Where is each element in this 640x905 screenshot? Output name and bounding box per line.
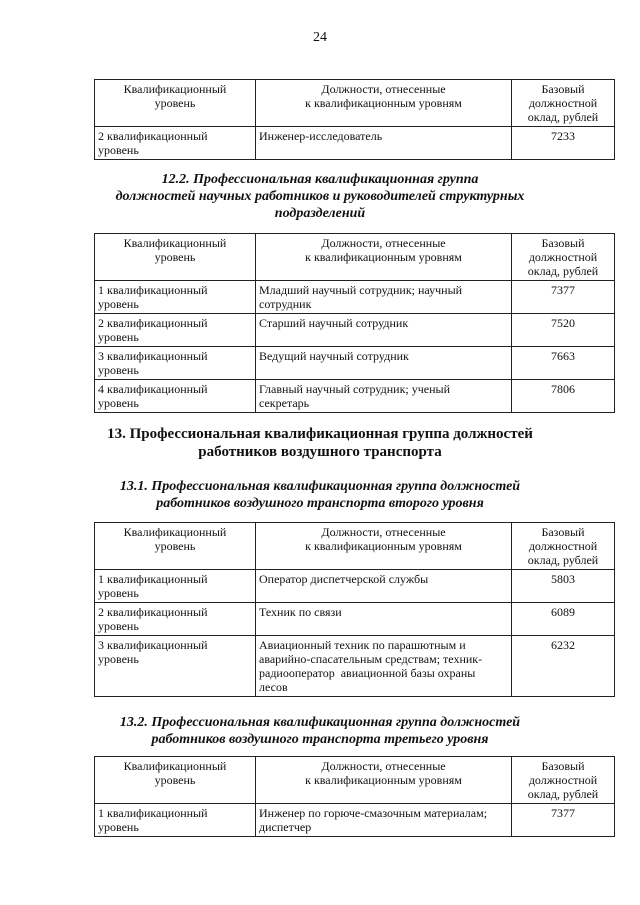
section-title-13-2: 13.2. Профессиональная квалификационная группа должностей работников воздушного транспорта третьего уровня [119,715,521,747]
salary-cell: 5803 [512,570,615,603]
position-cell: Техник по связи [256,603,512,636]
qualification-table [94,79,615,160]
salary-cell: 6232 [512,636,615,697]
table-header-row [95,234,615,281]
table-row [95,570,615,603]
salary-cell: 7806 [512,380,615,413]
salary-cell: 7377 [512,281,615,314]
position-cell: Главный научный сотрудник; ученый секретарь [256,380,512,413]
header-salary: Базовый должностной оклад, рублей [512,523,615,570]
salary-cell: 7663 [512,347,615,380]
position-cell: Младший научный сотрудник; научный сотрудник [256,281,512,314]
table-header-row [95,80,615,127]
level-cell: 3 квалификационный уровень [95,347,256,380]
position-cell: Оператор диспетчерской службы [256,570,512,603]
level-cell: 3 квалификационный уровень [95,636,256,697]
position-cell: Старший научный сотрудник [256,314,512,347]
header-positions: Должности, отнесенные к квалификационным уровням [256,523,512,570]
level-cell: 1 квалификационный уровень [95,570,256,603]
position-cell: Инженер по горюче-смазочным материалам; диспетчер [256,804,512,837]
level-cell: 1 квалификационный уровень [95,281,256,314]
header-level: Квалификационный уровень [95,757,256,804]
section-title-12-2: 12.2. Профессиональная квалификационная группа должностей научных работников и руководителей структурных подразделений [115,172,525,221]
header-positions: Должности, отнесенные к квалификационным уровням [256,757,512,804]
level-cell: 2 квалификационный уровень [95,314,256,347]
table-header-row [95,523,615,570]
salary-cell: 7233 [512,127,615,160]
header-positions: Должности, отнесенные к квалификационным уровням [256,80,512,127]
level-cell: 1 квалификационный уровень [95,804,256,837]
header-salary: Базовый должностной оклад, рублей [512,757,615,804]
position-cell: Авиационный техник по парашютным и аварийно-спасательным средствам; техник- радиооператор авиационной базы охраны лесов [256,636,512,697]
qualification-table [94,756,615,837]
position-cell: Инженер-исследователь [256,127,512,160]
table-row [95,127,615,160]
level-cell: 2 квалификационный уровень [95,603,256,636]
salary-cell: 7377 [512,804,615,837]
table-row [95,281,615,314]
salary-cell: 7520 [512,314,615,347]
table-row [95,380,615,413]
header-salary: Базовый должностной оклад, рублей [512,234,615,281]
salary-cell: 6089 [512,603,615,636]
header-level: Квалификационный уровень [95,80,256,127]
level-cell: 2 квалификационный уровень [95,127,256,160]
header-salary: Базовый должностной оклад, рублей [512,80,615,127]
header-positions: Должности, отнесенные к квалификационным уровням [256,234,512,281]
table-row [95,314,615,347]
section-title-13-1: 13.1. Профессиональная квалификационная группа должностей работников воздушного транспорта второго уровня [119,479,521,511]
table-row [95,347,615,380]
qualification-table [94,233,615,413]
header-level: Квалификационный уровень [95,234,256,281]
section-title-13: 13. Профессиональная квалификационная группа должностей работников воздушного транспорта [107,426,533,460]
table-header-row [95,757,615,804]
table-row [95,603,615,636]
table-row [95,636,615,697]
table-row [95,804,615,837]
position-cell: Ведущий научный сотрудник [256,347,512,380]
qualification-table [94,522,615,697]
header-level: Квалификационный уровень [95,523,256,570]
level-cell: 4 квалификационный уровень [95,380,256,413]
page-number: 24 [313,30,327,45]
